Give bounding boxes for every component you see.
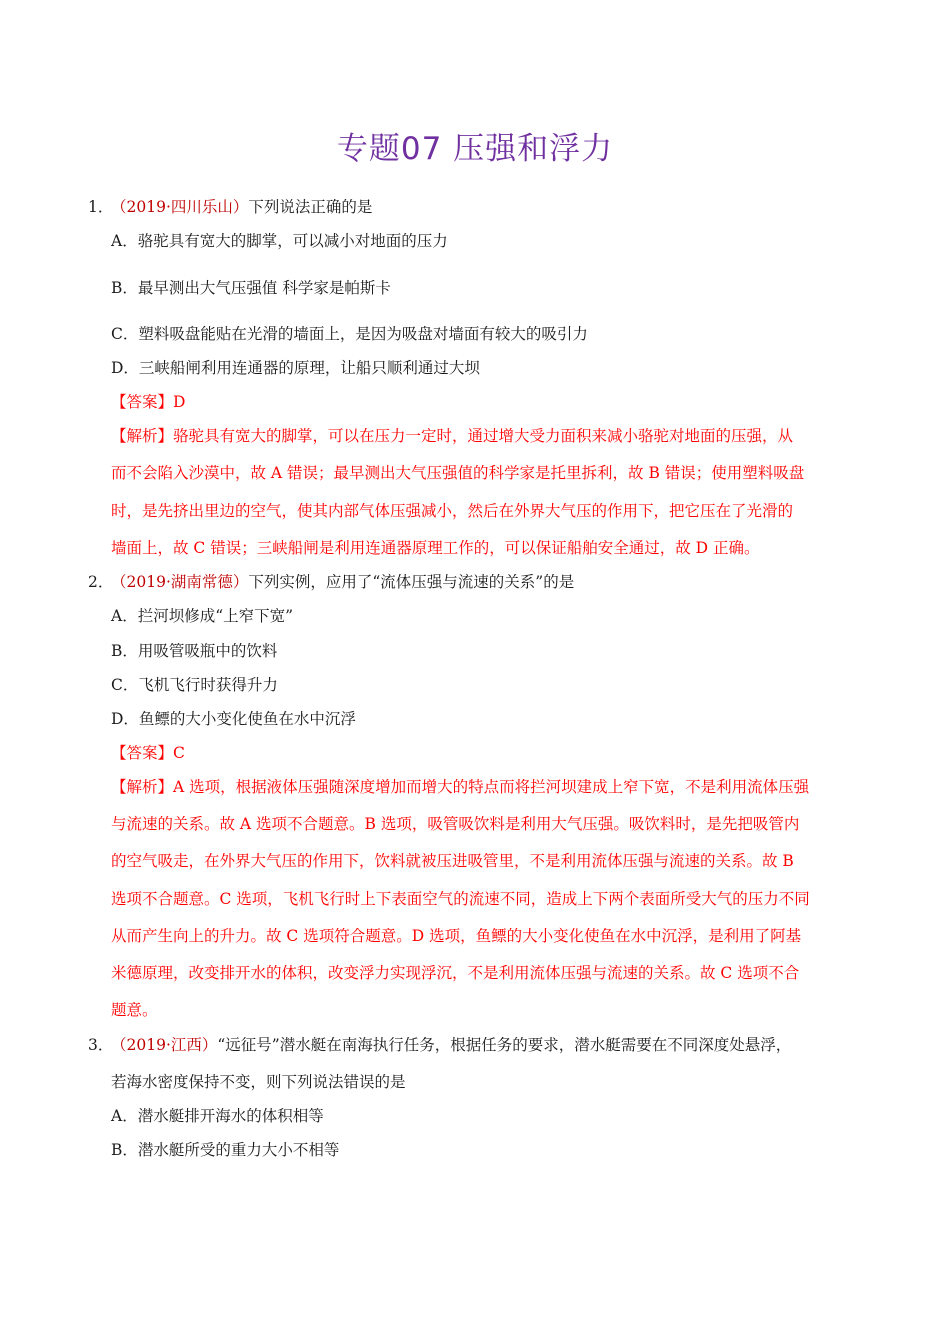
question-2-stem: 下列实例，应用了“流体压强与流速的关系”的是 bbox=[248, 573, 575, 591]
question-2-analysis-line-5: 从而产生向上的升力。故 C 选项符合题意。D 选项，鱼鳔的大小变化使鱼在水中沉浮，是利用了阿基 bbox=[111, 927, 802, 945]
question-1-option-a: A．骆驼具有宽大的脚掌，可以减小对地面的压力 bbox=[111, 232, 448, 250]
question-1-number: 1． bbox=[88, 198, 114, 216]
question-3-number: 3． bbox=[88, 1036, 114, 1054]
question-2-analysis-line-1 bbox=[111, 776, 809, 798]
question-1-source: （2019·四川乐山） bbox=[111, 198, 249, 216]
question-3-stem: “远征号”潜水艇在南海执行任务，根据任务的要求，潜水艇需要在不同深度处悬浮， bbox=[217, 1036, 792, 1054]
answer-value: C bbox=[173, 744, 185, 762]
question-2-source: （2019·湖南常德） bbox=[111, 573, 249, 591]
question-1-stem-line bbox=[111, 196, 372, 218]
answer-label: 【答案】 bbox=[111, 744, 174, 762]
question-2-option-a: A．拦河坝修成“上窄下宽” bbox=[111, 607, 294, 625]
question-3-option-b: B．潜水艇所受的重力大小不相等 bbox=[111, 1141, 340, 1159]
question-3-source: （2019·江西） bbox=[111, 1036, 218, 1054]
question-3-stem-line bbox=[111, 1034, 791, 1056]
question-2-answer bbox=[111, 742, 185, 764]
question-2-analysis-line-4: 选项不合题意。C 选项，飞机飞行时上下表面空气的流速不同，造成上下两个表面所受大气的压力不同 bbox=[111, 890, 810, 908]
question-1-analysis-line-4: 墙面上，故 C 错误；三峡船闸是利用连通器原理工作的，可以保证船舶安全通过，故 D 正确。 bbox=[111, 539, 760, 557]
analysis-label: 【解析】 bbox=[111, 778, 174, 796]
question-2-analysis-line-2: 与流速的关系。故 A 选项不合题意。B 选项，吸管吸饮料是利用大气压强。吸饮料时，是先把吸管内 bbox=[111, 815, 800, 833]
question-1-analysis-line-3: 时，是先挤出里边的空气，使其内部气体压强减小，然后在外界大气压的作用下，把它压在了光滑的 bbox=[111, 502, 794, 520]
analysis-label: 【解析】 bbox=[111, 427, 174, 445]
question-2-analysis-line-6: 米德原理，改变排开水的体积，改变浮力实现浮沉，不是利用流体压强与流速的关系。故 C 选项不合 bbox=[111, 964, 800, 982]
answer-value: D bbox=[173, 393, 186, 411]
question-1-answer bbox=[111, 391, 185, 413]
question-3-option-a: A．潜水艇排开海水的体积相等 bbox=[111, 1107, 324, 1125]
page-title: 专题07 压强和浮力 bbox=[336, 131, 614, 167]
analysis-text: A 选项，根据液体压强随深度增加而增大的特点而将拦河坝建成上窄下宽，不是利用流体压强 bbox=[173, 778, 810, 796]
question-1-option-b: B．最早测出大气压强值 科学家是帕斯卡 bbox=[111, 279, 391, 297]
question-2-analysis-line-7: 题意。 bbox=[111, 1001, 158, 1019]
question-2-number: 2． bbox=[88, 573, 114, 591]
question-2-option-d: D．鱼鳔的大小变化使鱼在水中沉浮 bbox=[111, 710, 356, 728]
question-2-stem-line bbox=[111, 571, 574, 593]
question-1-option-c: C．塑料吸盘能贴在光滑的墙面上，是因为吸盘对墙面有较大的吸引力 bbox=[111, 325, 588, 343]
question-2-option-b: B．用吸管吸瓶中的饮料 bbox=[111, 642, 278, 660]
question-1-stem: 下列说法正确的是 bbox=[248, 198, 373, 216]
question-1-analysis-line-1 bbox=[111, 425, 793, 447]
answer-label: 【答案】 bbox=[111, 393, 174, 411]
question-1-analysis-line-2: 而不会陷入沙漠中，故 A 错误；最早测出大气压强值的科学家是托里拆利，故 B 错误；使用塑料吸盘 bbox=[111, 464, 805, 482]
analysis-text: 骆驼具有宽大的脚掌，可以在压力一定时，通过增大受力面积来减小骆驼对地面的压强，从 bbox=[173, 427, 794, 445]
question-2-analysis-line-3: 的空气吸走，在外界大气压的作用下，饮料就被压进吸管里，不是利用流体压强与流速的关系。故 B bbox=[111, 852, 794, 870]
question-2-option-c: C．飞机飞行时获得升力 bbox=[111, 676, 278, 694]
question-3-stem-line-2: 若海水密度保持不变，则下列说法错误的是 bbox=[111, 1073, 406, 1091]
question-1-option-d: D．三峡船闸利用连通器的原理，让船只顺利通过大坝 bbox=[111, 359, 480, 377]
